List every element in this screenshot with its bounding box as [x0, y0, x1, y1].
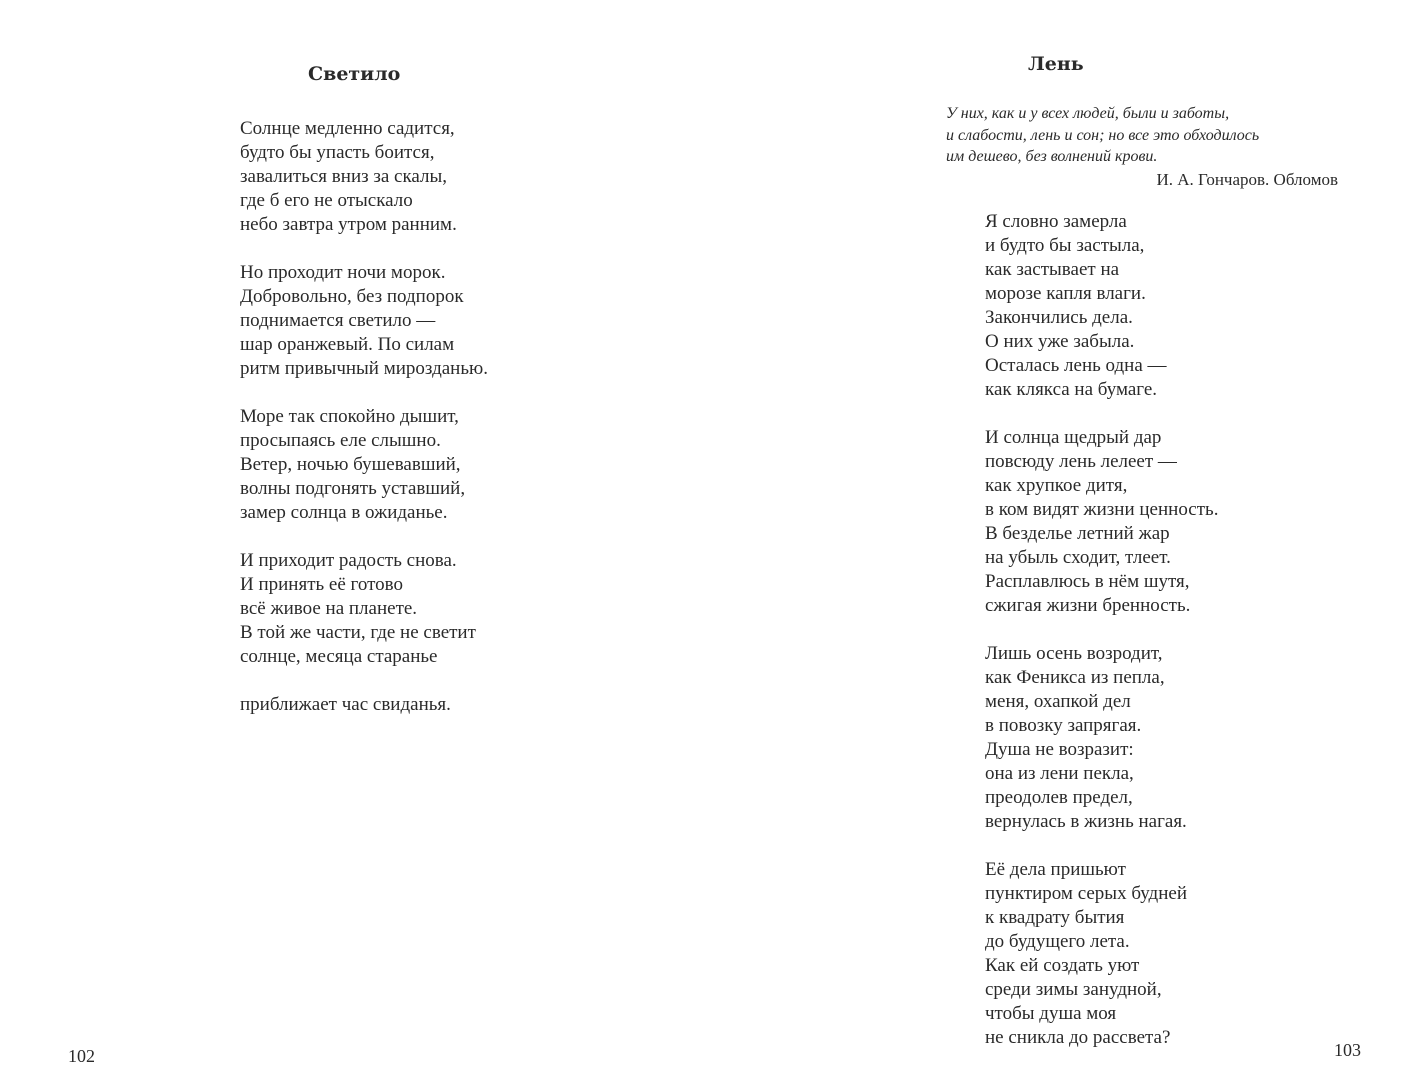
stanza: [985, 858, 1218, 1050]
poem-line: Как ей создать уют: [985, 955, 1140, 976]
epigraph: [946, 103, 1338, 191]
poem-title-svetilo: Светило: [308, 63, 401, 85]
poem-line: Её дела пришьют: [985, 859, 1126, 880]
poem-line: просыпаясь еле слышно.: [240, 430, 441, 451]
poem-title-len: Лень: [1028, 53, 1084, 75]
poem-line: приближает час свиданья.: [240, 694, 451, 715]
poem-line: чтобы душа моя: [985, 1003, 1117, 1024]
epigraph-line: У них, как и у всех людей, были и заботы,: [946, 105, 1230, 122]
poem-line: морозе капля влаги.: [985, 283, 1146, 304]
poem-line: Осталась лень одна —: [985, 355, 1167, 376]
poem-line: солнце, месяца старанье: [240, 646, 438, 667]
poem-line: шар оранжевый. По силам: [240, 334, 455, 355]
epigraph-source: И. А. Гончаров. Обломов: [1156, 169, 1338, 189]
poem-line: в повозку запрягая.: [985, 715, 1142, 736]
poem-line: повсюду лень лелеет —: [985, 451, 1177, 472]
stanza: [985, 426, 1218, 618]
poem-line: В той же части, где не светит: [240, 622, 476, 643]
poem-line: как застывает на: [985, 259, 1120, 280]
poem-line: сжигая жизни бренность.: [985, 595, 1191, 616]
poem-line: где б его не отыскало: [240, 190, 413, 211]
poem-line: И приходит радость снова.: [240, 550, 457, 571]
poem-line: как клякса на бумаге.: [985, 379, 1158, 400]
poem-line: к квадрату бытия: [985, 907, 1125, 928]
epigraph-line: им дешево, без волнений крови.: [946, 148, 1158, 165]
poem-line: среди зимы занудной,: [985, 979, 1162, 1000]
page-number-right: 103: [1334, 1040, 1361, 1060]
poem-line: Расплавлюсь в нём шутя,: [985, 571, 1190, 592]
poem-line: поднимается светило —: [240, 310, 436, 331]
stanza: [240, 693, 488, 717]
poem-line: И принять её готово: [240, 574, 404, 595]
poem-line: Закончились дела.: [985, 307, 1133, 328]
poem-line: пунктиром серых будней: [985, 883, 1187, 904]
stanza: [985, 210, 1218, 402]
poem-line: Я словно замерла: [985, 211, 1127, 232]
stanza: [240, 261, 488, 381]
poem-line: Лишь осень возродит,: [985, 643, 1163, 664]
poem-line: Но проходит ночи морок.: [240, 262, 446, 283]
stanza: [985, 642, 1218, 834]
poem-svetilo: [240, 117, 488, 741]
stanza: [240, 549, 488, 669]
poem-line: всё живое на планете.: [240, 598, 418, 619]
poem-line: не сникла до рассвета?: [985, 1027, 1171, 1048]
poem-line: до будущего лета.: [985, 931, 1130, 952]
poem-len: [985, 210, 1218, 1074]
stanza: [240, 405, 488, 525]
stanza: [240, 117, 488, 237]
poem-line: она из лени пекла,: [985, 763, 1134, 784]
poem-line: будто бы упасть боится,: [240, 142, 435, 163]
poem-line: Море так спокойно дышит,: [240, 406, 459, 427]
epigraph-line: и слабости, лень и сон; но все это обходилось: [946, 126, 1260, 144]
poem-line: Добровольно, без подпорок: [240, 286, 464, 307]
poem-line: ритм привычный мирозданью.: [240, 358, 488, 379]
poem-line: И солнца щедрый дар: [985, 427, 1162, 448]
poem-line: Ветер, ночью бушевавший,: [240, 454, 461, 475]
right-page: [712, 0, 1424, 1080]
poem-line: в ком видят жизни ценность.: [985, 499, 1219, 520]
poem-line: В безделье летний жар: [985, 523, 1170, 544]
poem-line: замер солнца в ожиданье.: [240, 502, 448, 523]
poem-line: и будто бы застыла,: [985, 235, 1145, 256]
poem-line: О них уже забыла.: [985, 331, 1135, 352]
poem-line: меня, охапкой дел: [985, 691, 1131, 712]
poem-line: как Феникса из пепла,: [985, 667, 1165, 688]
poem-line: вернулась в жизнь нагая.: [985, 811, 1187, 832]
poem-line: завалиться вниз за скалы,: [240, 166, 448, 187]
poem-line: преодолев предел,: [985, 787, 1133, 808]
poem-line: на убыль сходит, тлеет.: [985, 547, 1171, 568]
poem-line: Солнце медленно садится,: [240, 118, 455, 139]
poem-line: как хрупкое дитя,: [985, 475, 1128, 496]
poem-line: волны подгонять уставший,: [240, 478, 466, 499]
page-number-left: 102: [68, 1046, 95, 1066]
poem-line: небо завтра утром ранним.: [240, 214, 457, 235]
poem-line: Душа не возразит:: [985, 739, 1134, 760]
